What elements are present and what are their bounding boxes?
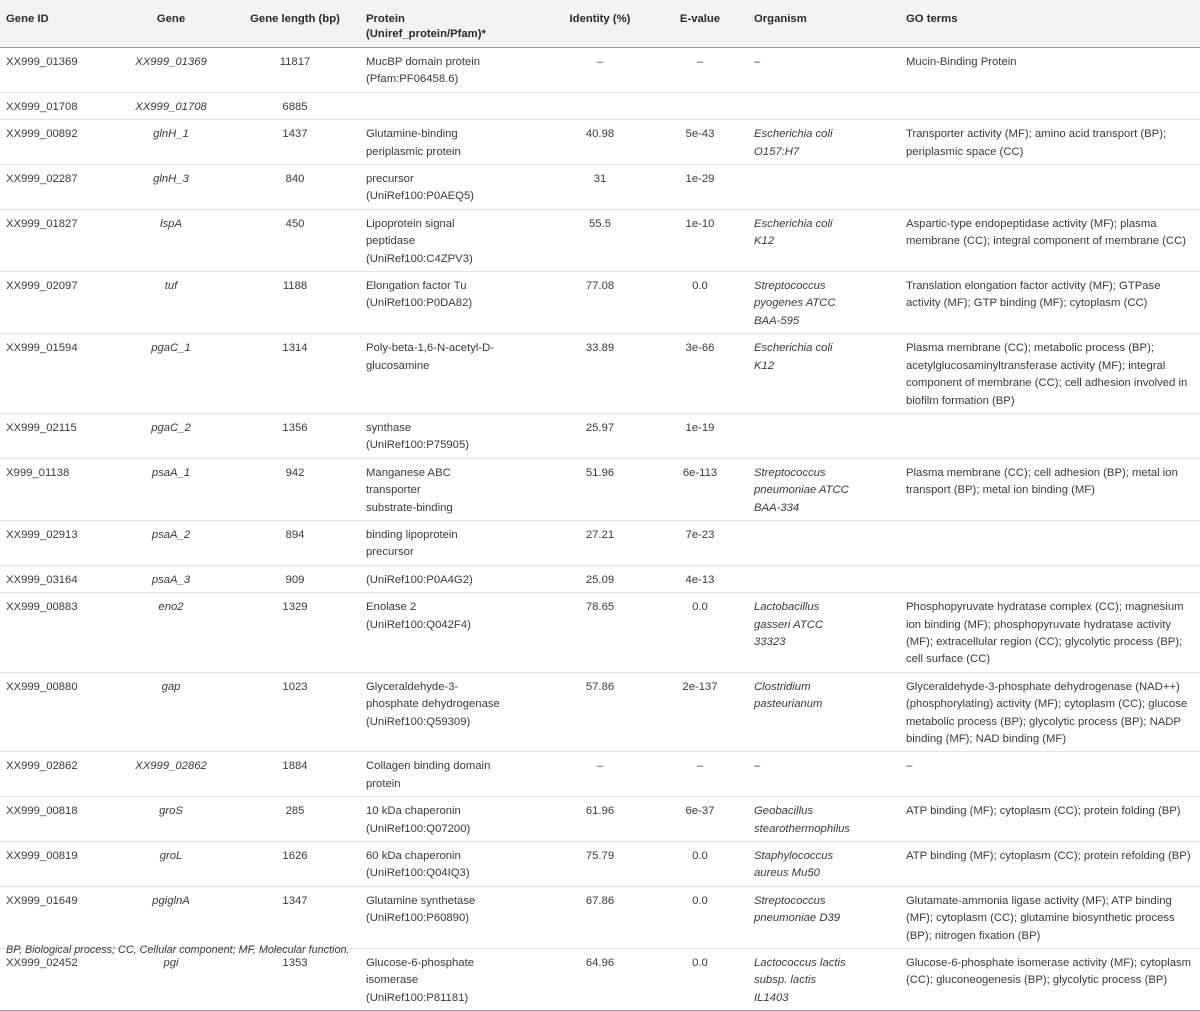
cell-go-terms: Translation elongation factor activity (MF); GTPase activity (MF); GTP binding (MF); cytoplasm (CC) bbox=[900, 272, 1200, 334]
cell-protein bbox=[360, 565, 548, 592]
table-row bbox=[0, 120, 1200, 165]
cell-go-terms: ATP binding (MF); cytoplasm (CC); protein refolding (BP) bbox=[900, 842, 1200, 887]
cell-protein bbox=[360, 272, 548, 334]
cell-identity: 25.97 bbox=[548, 413, 652, 458]
cell-identity: 31 bbox=[548, 165, 652, 210]
cell-protein-line: (UniRef100:Q07200) bbox=[366, 822, 471, 835]
cell-identity: 25.09 bbox=[548, 565, 652, 592]
cell-organism-line: Streptococcus bbox=[754, 894, 826, 907]
cell-gene: XX999_02862 bbox=[112, 752, 230, 797]
cell-go-terms: ATP binding (MF); cytoplasm (CC); protein folding (BP) bbox=[900, 797, 1200, 842]
cell-identity bbox=[548, 92, 652, 119]
cell-identity: 51.96 bbox=[548, 458, 652, 520]
cell-evalue: – bbox=[652, 48, 748, 93]
cell-organism bbox=[748, 520, 900, 565]
cell-organism bbox=[748, 209, 900, 271]
table-row bbox=[0, 520, 1200, 565]
cell-protein-line: Glutamine-binding bbox=[366, 128, 458, 141]
cell-organism-line: Geobacillus bbox=[754, 805, 814, 818]
cell-organism bbox=[748, 886, 900, 948]
cell-identity: – bbox=[548, 48, 652, 93]
cell-identity: 40.98 bbox=[548, 120, 652, 165]
cell-evalue: 0.0 bbox=[652, 272, 748, 334]
cell-protein-line: (UniRef100:P0AEQ5) bbox=[366, 190, 474, 203]
cell-protein-line: 60 kDa chaperonin bbox=[366, 850, 461, 863]
cell-organism bbox=[748, 672, 900, 752]
cell-go-terms: Aspartic-type endopeptidase activity (MF); plasma membrane (CC); integral component of membrane (CC) bbox=[900, 209, 1200, 271]
cell-protein bbox=[360, 334, 548, 414]
cell-gene: glnH_1 bbox=[112, 120, 230, 165]
cell-protein-line: (UniRef100:P75905) bbox=[366, 439, 469, 452]
cell-organism-line: aureus Mu50 bbox=[754, 867, 820, 880]
cell-organism-line: gasseri ATCC bbox=[754, 618, 824, 631]
cell-organism-line: Escherichia coli bbox=[754, 128, 833, 141]
table-row bbox=[0, 165, 1200, 210]
cell-protein bbox=[360, 92, 548, 119]
cell-organism bbox=[748, 165, 900, 210]
cell-organism-line: BAA-334 bbox=[754, 501, 800, 514]
cell-go-terms bbox=[900, 165, 1200, 210]
cell-evalue: 5e-43 bbox=[652, 120, 748, 165]
cell-go-terms: Glucose-6-phosphate isomerase activity (MF); cytoplasm (CC); gluconeogenesis (BP); glycolytic process (BP) bbox=[900, 949, 1200, 1011]
cell-organism bbox=[748, 752, 900, 797]
cell-organism-line: K12 bbox=[754, 359, 775, 372]
header-organism: Organism bbox=[748, 0, 900, 48]
cell-gene-length: 942 bbox=[230, 458, 360, 520]
cell-go-terms: – bbox=[900, 752, 1200, 797]
table-footnote: BP, Biological process; CC, Cellular component; MF, Molecular function. bbox=[6, 944, 350, 956]
cell-gene-length: 6885 bbox=[230, 92, 360, 119]
table-row bbox=[0, 48, 1200, 93]
table-row bbox=[0, 565, 1200, 592]
cell-protein-line: precursor bbox=[366, 546, 414, 559]
cell-gene: pgiglnA bbox=[112, 886, 230, 948]
cell-organism bbox=[748, 593, 900, 673]
cell-protein-line: (UniRef100:Q59309) bbox=[366, 715, 471, 728]
cell-organism bbox=[748, 48, 900, 93]
cell-gene-id: XX999_01708 bbox=[0, 92, 112, 119]
header-protein-line1: Protein bbox=[366, 13, 405, 25]
cell-protein-line: (UniRef100:Q042F4) bbox=[366, 618, 471, 631]
cell-gene-length: 1437 bbox=[230, 120, 360, 165]
cell-protein bbox=[360, 413, 548, 458]
cell-go-terms bbox=[900, 565, 1200, 592]
cell-go-terms bbox=[900, 520, 1200, 565]
cell-gene-length: 1329 bbox=[230, 593, 360, 673]
cell-gene: lspA bbox=[112, 209, 230, 271]
table-row bbox=[0, 593, 1200, 673]
cell-protein bbox=[360, 797, 548, 842]
cell-organism bbox=[748, 565, 900, 592]
cell-protein-line: periplasmic protein bbox=[366, 145, 461, 158]
cell-gene-id: XX999_00819 bbox=[0, 842, 112, 887]
table-row bbox=[0, 949, 1200, 1011]
cell-evalue: 6e-37 bbox=[652, 797, 748, 842]
cell-organism-line: Lactobacillus bbox=[754, 601, 820, 614]
cell-gene-length: 1353 bbox=[230, 949, 360, 1011]
cell-gene-id: XX999_01594 bbox=[0, 334, 112, 414]
cell-protein-line: phosphate dehydrogenase bbox=[366, 698, 500, 711]
table-row bbox=[0, 672, 1200, 752]
cell-gene-length: 1314 bbox=[230, 334, 360, 414]
cell-go-terms bbox=[900, 413, 1200, 458]
header-gene-length: Gene length (bp) bbox=[230, 0, 360, 48]
cell-organism-line: K12 bbox=[754, 235, 775, 248]
cell-organism-line: pneumoniae D39 bbox=[754, 912, 841, 925]
cell-protein-line: isomerase bbox=[366, 974, 419, 987]
cell-identity: 57.86 bbox=[548, 672, 652, 752]
cell-gene-id: XX999_03164 bbox=[0, 565, 112, 592]
cell-gene-length: 840 bbox=[230, 165, 360, 210]
cell-identity: 27.21 bbox=[548, 520, 652, 565]
table-row bbox=[0, 272, 1200, 334]
cell-gene-id: XX999_00883 bbox=[0, 593, 112, 673]
table-row bbox=[0, 886, 1200, 948]
cell-gene-length: 285 bbox=[230, 797, 360, 842]
cell-protein-line: Poly-beta-1,6-N-acetyl-D- bbox=[366, 342, 495, 355]
cell-evalue: 2e-137 bbox=[652, 672, 748, 752]
cell-protein-line: Manganese ABC bbox=[366, 466, 451, 479]
cell-gene-id: XX999_01369 bbox=[0, 48, 112, 93]
cell-organism-line: Streptococcus bbox=[754, 466, 826, 479]
cell-evalue: 7e-23 bbox=[652, 520, 748, 565]
cell-gene-length: 909 bbox=[230, 565, 360, 592]
cell-protein bbox=[360, 886, 548, 948]
cell-protein-line: (UniRef100:P60890) bbox=[366, 912, 469, 925]
cell-gene: gap bbox=[112, 672, 230, 752]
cell-go-terms: Glyceraldehyde-3-phosphate dehydrogenase (NAD++) (phosphorylating) activity (MF); cytoplasm (CC); glucose metabolic process (BP); glycolytic process (BP); NADP binding (MF); NAD binding (MF) bbox=[900, 672, 1200, 752]
cell-identity: 55.5 bbox=[548, 209, 652, 271]
cell-protein-line: (UniRef100:P0A4G2) bbox=[366, 573, 473, 586]
cell-gene-id: XX999_02287 bbox=[0, 165, 112, 210]
cell-gene-length: 1626 bbox=[230, 842, 360, 887]
cell-gene: groL bbox=[112, 842, 230, 887]
cell-evalue bbox=[652, 92, 748, 119]
cell-organism-line: pyogenes ATCC bbox=[754, 297, 836, 310]
cell-protein-line: (UniRef100:Q04IQ3) bbox=[366, 867, 470, 880]
cell-organism bbox=[748, 334, 900, 414]
cell-protein bbox=[360, 593, 548, 673]
cell-protein-line: MucBP domain protein bbox=[366, 56, 481, 68]
cell-protein-line: (UniRef100:C4ZPV3) bbox=[366, 252, 473, 265]
cell-gene-id: XX999_02862 bbox=[0, 752, 112, 797]
cell-evalue: 6e-113 bbox=[652, 458, 748, 520]
cell-protein bbox=[360, 842, 548, 887]
table-row bbox=[0, 752, 1200, 797]
cell-protein-line: binding lipoprotein bbox=[366, 528, 458, 541]
cell-gene-id: XX999_01649 bbox=[0, 886, 112, 948]
cell-gene-length: 1347 bbox=[230, 886, 360, 948]
cell-organism-line: Clostridium bbox=[754, 680, 811, 693]
cell-organism-line: O157:H7 bbox=[754, 145, 800, 158]
cell-gene-id: XX999_02452 bbox=[0, 949, 112, 1011]
cell-protein-line: Enolase 2 bbox=[366, 601, 417, 614]
cell-gene-id: XX999_00880 bbox=[0, 672, 112, 752]
cell-protein-line: synthase bbox=[366, 421, 412, 434]
cell-gene-length: 1188 bbox=[230, 272, 360, 334]
cell-gene-id: XX999_02115 bbox=[0, 413, 112, 458]
cell-protein-line: 10 kDa chaperonin bbox=[366, 805, 461, 818]
cell-evalue: 0.0 bbox=[652, 593, 748, 673]
cell-go-terms: Glutamate-ammonia ligase activity (MF); ATP binding (MF); cytoplasm (CC); glutamine biosynthetic process (BP); nitrogen fixation (BP) bbox=[900, 886, 1200, 948]
cell-identity: 64.96 bbox=[548, 949, 652, 1011]
cell-evalue: 1e-10 bbox=[652, 209, 748, 271]
table-row bbox=[0, 413, 1200, 458]
cell-evalue: 0.0 bbox=[652, 842, 748, 887]
table-row bbox=[0, 334, 1200, 414]
cell-protein-line: precursor bbox=[366, 173, 414, 186]
cell-gene-length: 1023 bbox=[230, 672, 360, 752]
header-identity: Identity (%) bbox=[548, 0, 652, 48]
cell-protein bbox=[360, 520, 548, 565]
cell-organism-line: subsp. lactis bbox=[754, 974, 817, 987]
cell-organism-line: Streptococcus bbox=[754, 280, 826, 293]
cell-gene-length: 1356 bbox=[230, 413, 360, 458]
cell-identity: 67.86 bbox=[548, 886, 652, 948]
cell-protein-line: Glyceraldehyde-3- bbox=[366, 680, 459, 693]
cell-identity: 61.96 bbox=[548, 797, 652, 842]
cell-protein bbox=[360, 458, 548, 520]
cell-organism-line: stearothermophilus bbox=[754, 822, 851, 835]
cell-evalue: 4e-13 bbox=[652, 565, 748, 592]
cell-identity: 75.79 bbox=[548, 842, 652, 887]
table-header bbox=[0, 0, 1200, 48]
cell-evalue: 0.0 bbox=[652, 886, 748, 948]
cell-gene-id: X999_01138 bbox=[0, 458, 112, 520]
cell-protein bbox=[360, 752, 548, 797]
cell-gene-length: 1884 bbox=[230, 752, 360, 797]
cell-gene: psaA_1 bbox=[112, 458, 230, 520]
cell-gene-id: XX999_00818 bbox=[0, 797, 112, 842]
cell-gene: XX999_01369 bbox=[112, 48, 230, 93]
cell-go-terms: Mucin-Binding Protein bbox=[900, 48, 1200, 93]
table-row bbox=[0, 209, 1200, 271]
cell-evalue: 0.0 bbox=[652, 949, 748, 1011]
cell-identity: 78.65 bbox=[548, 593, 652, 673]
cell-gene: psaA_2 bbox=[112, 520, 230, 565]
header-gene-id: Gene ID bbox=[0, 0, 112, 48]
cell-identity: – bbox=[548, 752, 652, 797]
cell-organism-line: Staphylococcus bbox=[754, 850, 834, 863]
cell-protein-line: Lipoprotein signal bbox=[366, 217, 455, 230]
cell-organism-line: Escherichia coli bbox=[754, 342, 833, 355]
cell-gene: pgaC_1 bbox=[112, 334, 230, 414]
cell-identity: 77.08 bbox=[548, 272, 652, 334]
header-evalue: E-value bbox=[652, 0, 748, 48]
cell-protein bbox=[360, 672, 548, 752]
cell-organism bbox=[748, 92, 900, 119]
table-row bbox=[0, 458, 1200, 520]
cell-organism-line: – bbox=[754, 760, 761, 773]
cell-protein-line: Collagen binding domain bbox=[366, 760, 491, 773]
cell-go-terms: Phosphopyruvate hydratase complex (CC); magnesium ion binding (MF); phosphopyruvate hydratase activity (MF); extracellular region (CC); glycolytic process (BP); cell surface (CC) bbox=[900, 593, 1200, 673]
cell-gene-id: XX999_01827 bbox=[0, 209, 112, 271]
cell-gene: pgi bbox=[112, 949, 230, 1011]
cell-protein-line: Glutamine synthetase bbox=[366, 894, 476, 907]
cell-organism-line: Escherichia coli bbox=[754, 217, 833, 230]
cell-organism-line: pasteurianum bbox=[754, 698, 823, 711]
cell-protein bbox=[360, 209, 548, 271]
cell-gene: tuf bbox=[112, 272, 230, 334]
table-row bbox=[0, 797, 1200, 842]
cell-gene-id: XX999_02097 bbox=[0, 272, 112, 334]
cell-evalue: 1e-29 bbox=[652, 165, 748, 210]
cell-organism bbox=[748, 842, 900, 887]
cell-gene-length: 11817 bbox=[230, 48, 360, 93]
cell-protein-line: Glucose-6-phosphate bbox=[366, 957, 475, 970]
cell-go-terms: Transporter activity (MF); amino acid transport (BP); periplasmic space (CC) bbox=[900, 120, 1200, 165]
cell-organism bbox=[748, 797, 900, 842]
cell-gene-id: XX999_02913 bbox=[0, 520, 112, 565]
cell-gene-id: XX999_00892 bbox=[0, 120, 112, 165]
cell-gene: pgaC_2 bbox=[112, 413, 230, 458]
cell-gene: groS bbox=[112, 797, 230, 842]
cell-protein-line: substrate-binding bbox=[366, 501, 453, 514]
cell-organism-line: – bbox=[754, 56, 761, 68]
cell-gene: psaA_3 bbox=[112, 565, 230, 592]
cell-organism bbox=[748, 458, 900, 520]
cell-organism-line: Lactococcus lactis bbox=[754, 957, 846, 970]
cell-gene-length: 894 bbox=[230, 520, 360, 565]
header-gene: Gene bbox=[112, 0, 230, 48]
cell-gene: eno2 bbox=[112, 593, 230, 673]
header-protein bbox=[360, 0, 548, 48]
cell-go-terms: Plasma membrane (CC); cell adhesion (BP); metal ion transport (BP); metal ion binding (MF) bbox=[900, 458, 1200, 520]
cell-organism bbox=[748, 413, 900, 458]
cell-protein-line: peptidase bbox=[366, 235, 415, 248]
cell-protein-line: transporter bbox=[366, 484, 421, 497]
cell-evalue: – bbox=[652, 752, 748, 797]
cell-protein-line: (UniRef100:P0DA82) bbox=[366, 297, 473, 310]
cell-protein-line: (UniRef100:P81181) bbox=[366, 991, 469, 1004]
cell-evalue: 3e-66 bbox=[652, 334, 748, 414]
header-go-terms: GO terms bbox=[900, 0, 1200, 48]
cell-protein bbox=[360, 949, 548, 1011]
cell-gene-length: 450 bbox=[230, 209, 360, 271]
cell-protein bbox=[360, 165, 548, 210]
cell-organism bbox=[748, 272, 900, 334]
cell-identity: 33.89 bbox=[548, 334, 652, 414]
cell-gene: XX999_01708 bbox=[112, 92, 230, 119]
cell-protein-line: Elongation factor Tu bbox=[366, 280, 467, 293]
cell-organism bbox=[748, 120, 900, 165]
cell-gene: glnH_3 bbox=[112, 165, 230, 210]
cell-protein bbox=[360, 120, 548, 165]
cell-protein-line: protein bbox=[366, 777, 401, 790]
cell-organism bbox=[748, 949, 900, 1011]
cell-protein bbox=[360, 48, 548, 93]
header-row bbox=[0, 0, 1200, 48]
cell-organism-line: IL1403 bbox=[754, 991, 789, 1004]
cell-go-terms bbox=[900, 92, 1200, 119]
cell-organism-line: pneumoniae ATCC bbox=[754, 484, 849, 497]
cell-organism-line: BAA-595 bbox=[754, 314, 800, 327]
table-body bbox=[0, 48, 1200, 1011]
cell-protein-line: (Pfam:PF06458.6) bbox=[366, 73, 459, 86]
header-protein-line2: (Uniref_protein/Pfam)* bbox=[366, 28, 486, 40]
cell-organism-line: 33323 bbox=[754, 635, 786, 648]
cell-evalue: 1e-19 bbox=[652, 413, 748, 458]
table-row bbox=[0, 842, 1200, 887]
cell-go-terms: Plasma membrane (CC); metabolic process (BP); acetylglucosaminyltransferase activity (MF); integral component of membrane (CC); cell adhesion involved in biofilm formation (BP) bbox=[900, 334, 1200, 414]
cell-protein-line: glucosamine bbox=[366, 359, 430, 372]
table-row bbox=[0, 92, 1200, 119]
